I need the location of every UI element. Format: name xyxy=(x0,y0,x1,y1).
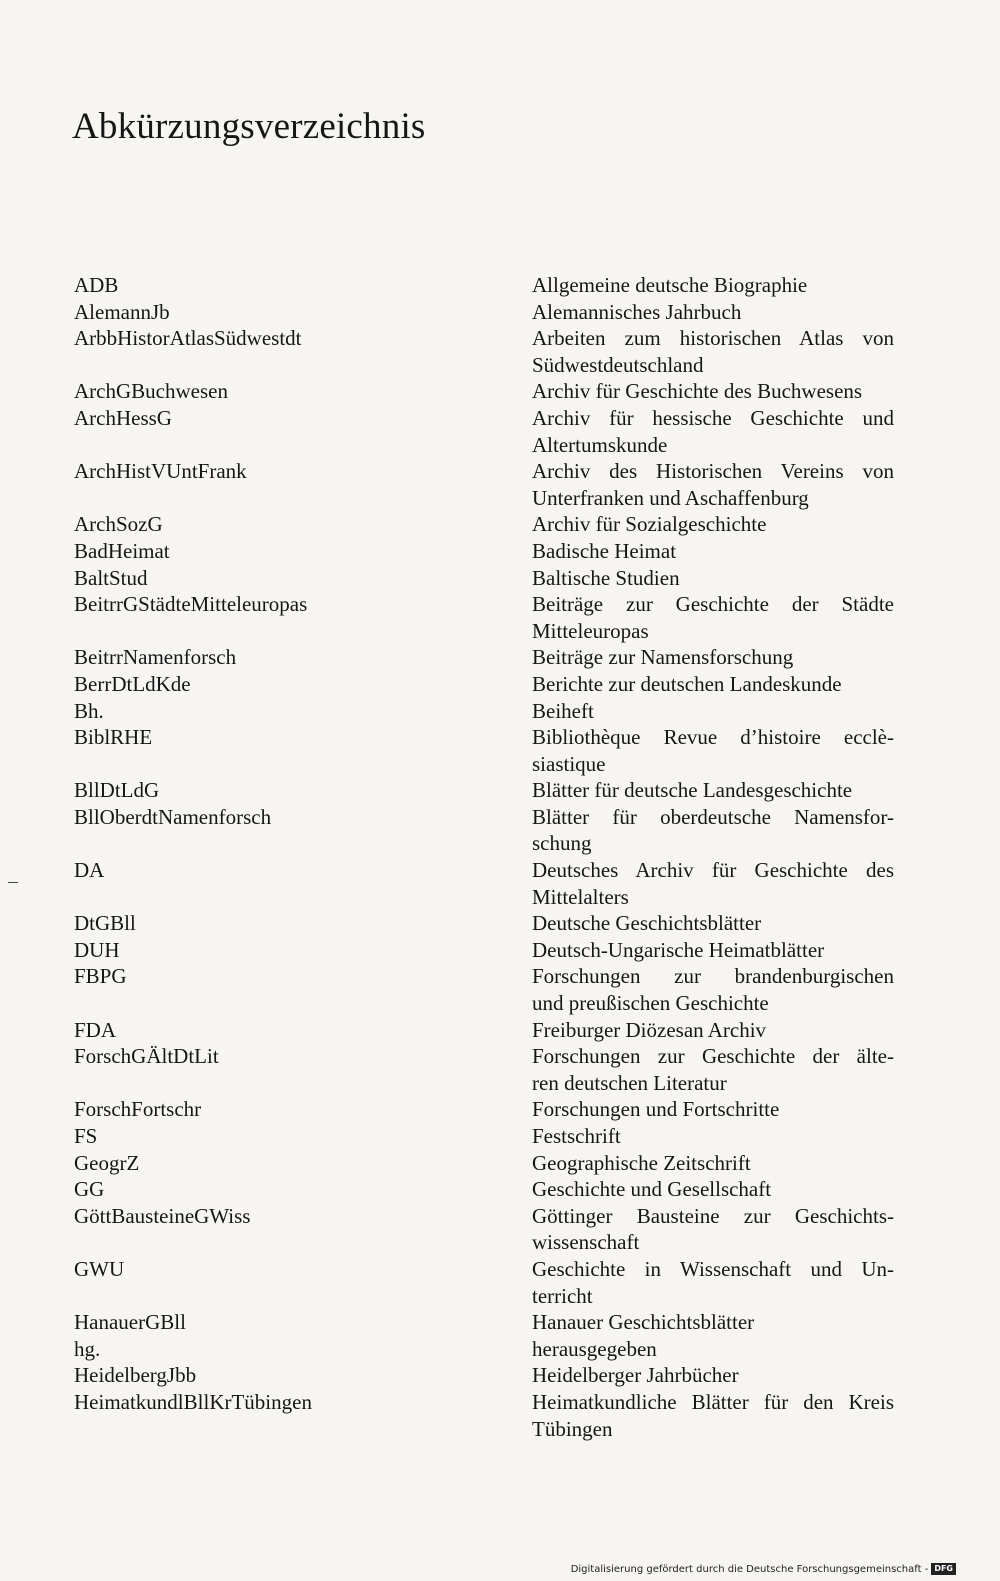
abbreviation-expansion xyxy=(532,1203,894,1256)
expansion-line: Archiv des Historischen Vereins von xyxy=(532,459,894,484)
abbreviation-entry xyxy=(74,857,900,910)
scan-mark xyxy=(8,882,18,883)
abbreviation-expansion xyxy=(532,1150,894,1177)
expansion-line: Badische Heimat xyxy=(532,538,677,563)
abbreviation-expansion xyxy=(532,325,894,378)
abbreviation: BllOberdtNamenforsch xyxy=(74,804,272,829)
abbreviation-expansion xyxy=(532,1176,894,1203)
expansion-line: Baltische Studien xyxy=(532,565,680,590)
abbreviation: DtGBll xyxy=(74,911,136,936)
abbreviation-expansion xyxy=(532,910,894,937)
expansion-line: Festschrift xyxy=(532,1124,621,1148)
abbreviation-expansion xyxy=(532,698,894,725)
expansion-line: Berichte zur deutschen Landeskunde xyxy=(532,671,842,696)
expansion-line: Beiträge zur Geschichte der Städte xyxy=(532,592,894,617)
abbreviation: FDA xyxy=(74,1017,117,1042)
expansion-line: Altertumskunde xyxy=(532,432,668,457)
abbreviation-entry xyxy=(74,698,900,725)
expansion-line: Beiheft xyxy=(532,698,594,723)
abbreviation: DA xyxy=(74,858,105,883)
abbreviation-entry xyxy=(74,644,900,671)
abbreviation-expansion xyxy=(532,458,894,511)
expansion-line: Archiv für hessische Geschichte und xyxy=(532,405,894,430)
abbreviation-entry xyxy=(74,937,900,964)
abbreviation-entry xyxy=(74,1043,900,1096)
expansion-line: Deutsch-Ungarische Heimatblätter xyxy=(532,937,825,962)
abbreviation-expansion xyxy=(532,272,894,299)
abbreviation: ADB xyxy=(74,273,119,297)
abbreviation-expansion xyxy=(532,724,894,777)
expansion-line: Südwestdeutschland xyxy=(532,352,704,377)
expansion-line: Arbeiten zum historischen Atlas von xyxy=(532,326,894,351)
abbreviation: BiblRHE xyxy=(74,725,153,750)
abbreviation-entry xyxy=(74,1203,900,1256)
abbreviation-expansion xyxy=(532,1362,894,1389)
abbreviation-entry xyxy=(74,1389,900,1442)
abbreviation: HeimatkundlBllKrTübingen xyxy=(74,1389,312,1414)
expansion-line: siastique xyxy=(532,751,606,776)
abbreviation-entry xyxy=(74,1096,900,1123)
abbreviation-entry xyxy=(74,963,900,1016)
abbreviation: ArbbHistorAtlasSüdwestdt xyxy=(74,326,302,351)
abbreviation-expansion xyxy=(532,1389,894,1442)
abbreviation-entry xyxy=(74,565,900,592)
footer xyxy=(571,1563,956,1575)
abbreviation: BadHeimat xyxy=(74,538,170,563)
abbreviation: BeitrrNamenforsch xyxy=(74,645,237,670)
expansion-line: Beiträge zur Namensforschung xyxy=(532,645,794,670)
abbreviation-expansion xyxy=(532,378,894,405)
abbreviation: HanauerGBll xyxy=(74,1310,186,1335)
abbreviation: GöttBausteineGWiss xyxy=(74,1203,251,1228)
expansion-line: Forschungen zur brandenburgischen xyxy=(532,964,894,989)
expansion-line: terricht xyxy=(532,1283,593,1308)
abbreviation-entry xyxy=(74,299,900,326)
abbreviation: HeidelbergJbb xyxy=(74,1363,197,1388)
abbreviation-entry xyxy=(74,671,900,698)
abbreviation: GG xyxy=(74,1177,105,1202)
abbreviation-entry xyxy=(74,405,900,458)
expansion-line: Freiburger Diözesan Archiv xyxy=(532,1017,767,1042)
abbreviation-expansion xyxy=(532,777,894,804)
expansion-line: Alemannisches Jahrbuch xyxy=(532,299,742,324)
abbreviation-entry xyxy=(74,1176,900,1203)
abbreviation-expansion xyxy=(532,538,894,565)
abbreviation-expansion xyxy=(532,405,894,458)
expansion-line: herausgegeben xyxy=(532,1336,657,1361)
abbreviation-expansion xyxy=(532,1336,894,1363)
expansion-line: Forschungen und Fortschritte xyxy=(532,1097,780,1122)
abbreviation-expansion xyxy=(532,804,894,857)
abbreviation: BaltStud xyxy=(74,565,148,590)
abbreviation: Bh. xyxy=(74,698,104,723)
abbreviation: BeitrrGStädteMitteleuropas xyxy=(74,592,308,617)
expansion-line: Mittelalters xyxy=(532,884,629,909)
expansion-line: Mitteleuropas xyxy=(532,618,649,643)
expansion-line: Forschungen zur Geschichte der älte- xyxy=(532,1044,894,1069)
abbreviation-expansion xyxy=(532,511,894,538)
footer-text: Digitalisierung gefördert durch die Deutsche Forschungsgemeinschaft - xyxy=(570,1563,929,1575)
abbreviation-entry xyxy=(74,724,900,777)
abbreviation-entry xyxy=(74,1362,900,1389)
abbreviation-entry xyxy=(74,777,900,804)
abbreviation-expansion xyxy=(532,644,894,671)
expansion-line: schung xyxy=(532,831,592,856)
expansion-line: Tübingen xyxy=(532,1416,613,1441)
expansion-line: Blätter für oberdeutsche Namensfor- xyxy=(532,804,894,829)
abbreviation-entry xyxy=(74,511,900,538)
abbreviation-list xyxy=(74,272,900,1442)
expansion-line: ren deutschen Literatur xyxy=(532,1070,727,1095)
abbreviation: DUH xyxy=(74,937,120,962)
expansion-line: Deutsche Geschichtsblätter xyxy=(532,911,762,936)
abbreviation-entry xyxy=(74,1309,900,1336)
abbreviation-expansion xyxy=(532,1309,894,1336)
abbreviation: ArchHessG xyxy=(74,405,172,430)
expansion-line: Heidelberger Jahrbücher xyxy=(532,1363,739,1388)
abbreviation-entry xyxy=(74,272,900,299)
abbreviation: ArchGBuchwesen xyxy=(74,379,228,404)
abbreviation-expansion xyxy=(532,565,894,592)
expansion-line: Heimatkundliche Blätter für den Kreis xyxy=(532,1389,894,1414)
expansion-line: Hanauer Geschichtsblätter xyxy=(532,1310,755,1335)
abbreviation-entry xyxy=(74,538,900,565)
abbreviation-entry xyxy=(74,1256,900,1309)
abbreviation: ArchHistVUntFrank xyxy=(74,459,247,484)
expansion-line: Deutsches Archiv für Geschichte des xyxy=(532,858,894,883)
expansion-line: Archiv für Sozialgeschichte xyxy=(532,512,767,537)
expansion-line: Göttinger Bausteine zur Geschichts- xyxy=(532,1203,894,1228)
abbreviation: GWU xyxy=(74,1256,125,1281)
abbreviation-entry xyxy=(74,458,900,511)
abbreviation-expansion xyxy=(532,1123,894,1150)
dfg-logo: DFG xyxy=(931,1563,956,1575)
abbreviation-expansion xyxy=(532,857,894,910)
abbreviation: hg. xyxy=(74,1336,101,1361)
abbreviation: FS xyxy=(74,1124,98,1148)
abbreviation-entry xyxy=(74,1150,900,1177)
abbreviation-entry xyxy=(74,378,900,405)
abbreviation-entry xyxy=(74,1123,900,1150)
abbreviation: ForschFortschr xyxy=(74,1097,202,1122)
expansion-line: Geschichte in Wissenschaft und Un- xyxy=(532,1256,894,1281)
abbreviation: BllDtLdG xyxy=(74,778,160,803)
abbreviation: AlemannJb xyxy=(74,299,170,324)
expansion-line: Allgemeine deutsche Biographie xyxy=(532,273,808,297)
expansion-line: wissenschaft xyxy=(532,1230,640,1255)
abbreviation-expansion xyxy=(532,591,894,644)
abbreviation-entry xyxy=(74,591,900,644)
abbreviation-expansion xyxy=(532,299,894,326)
abbreviation: BerrDtLdKde xyxy=(74,671,191,696)
expansion-line: Unterfranken und Aschaffenburg xyxy=(532,485,809,510)
expansion-line: und preußischen Geschichte xyxy=(532,991,769,1016)
abbreviation-expansion xyxy=(532,1043,894,1096)
abbreviation-expansion xyxy=(532,937,894,964)
abbreviation-expansion xyxy=(532,671,894,698)
abbreviation-entry xyxy=(74,910,900,937)
abbreviation-entry xyxy=(74,1336,900,1363)
abbreviation-expansion xyxy=(532,1017,894,1044)
expansion-line: Geschichte und Gesellschaft xyxy=(532,1177,772,1202)
abbreviation-expansion xyxy=(532,1096,894,1123)
abbreviation-entry xyxy=(74,804,900,857)
abbreviation-expansion xyxy=(532,1256,894,1309)
expansion-line: Geographische Zeitschrift xyxy=(532,1150,751,1175)
expansion-line: Blätter für deutsche Landesgeschichte xyxy=(532,778,853,803)
abbreviation: GeogrZ xyxy=(74,1150,140,1175)
abbreviation: ArchSozG xyxy=(74,512,163,537)
abbreviation-entry xyxy=(74,325,900,378)
page-title: Abkürzungsverzeichnis xyxy=(72,106,426,147)
abbreviation: ForschGÄltDtLit xyxy=(74,1044,219,1069)
abbreviation-expansion xyxy=(532,963,894,1016)
expansion-line: Archiv für Geschichte des Buchwesens xyxy=(532,379,863,404)
abbreviation-entry xyxy=(74,1017,900,1044)
abbreviation: FBPG xyxy=(74,964,127,989)
expansion-line: Bibliothèque Revue d’histoire ecclè- xyxy=(532,725,894,750)
